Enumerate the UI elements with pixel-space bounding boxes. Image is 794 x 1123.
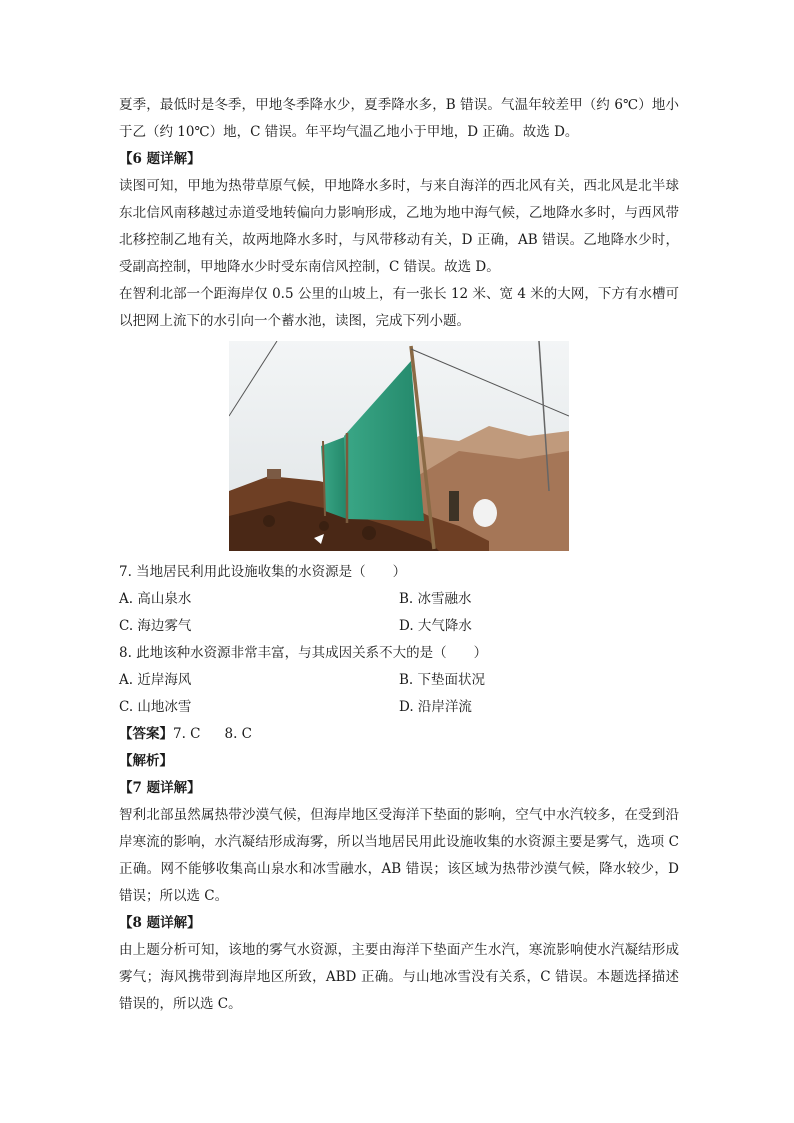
q6-explanation: 读图可知，甲地为热带草原气候，甲地降水多时，与来自海洋的西北风有关，西北风是北半球东北信风南移越过赤道受地转偏向力影响形成，乙地为地中海气候，乙地降水多时，与西风带北移控制乙地有关，故两地降水多时，与风带移动有关，D 正确，AB 错误。乙地降水少时，受副高控制，甲地降水少时受东南信风控制，C 错误。故选 D。 xyxy=(119,178,679,275)
photo-container xyxy=(119,341,679,551)
q8-option-c: C. 山地冰雪 xyxy=(119,699,192,715)
q8-option-b: B. 下垫面状况 xyxy=(399,672,486,688)
q7-option-c: C. 海边雾气 xyxy=(119,618,192,634)
answer-label: 【答案】 xyxy=(119,726,173,742)
question-7-stem: 7. 当地居民利用此设施收集的水资源是（ ） xyxy=(119,564,407,580)
paragraph-q5-end: 夏季，最低时是冬季，甲地冬季降水少，夏季降水多，B 错误。气温年较差甲（约 6℃）地小于乙（约 10℃）地，C 错误。年平均气温乙地小于甲地，D 正确。故选 D。 xyxy=(119,97,679,140)
q8-option-d: D. 沿岸洋流 xyxy=(399,699,472,715)
q7-option-a: A. 高山泉水 xyxy=(119,591,192,607)
q6-heading: 【6 题详解】 xyxy=(119,151,201,167)
q8-explanation: 由上题分析可知，该地的雾气水资源，主要由海洋下垫面产生水汽，寒流影响使水汽凝结形成雾气；海风携带到海岸地区所致，ABD 正确。与山地冰雪没有关系，C 错误。本题选择描述错误的，所以选 C。 xyxy=(119,942,679,1012)
q7-option-b: B. 冰雪融水 xyxy=(399,591,472,607)
answer-line xyxy=(119,721,679,748)
q7-explanation: 智利北部虽然属热带沙漠气候，但海岸地区受海洋下垫面的影响，空气中水汽较多，在受到沿岸寒流的影响，水汽凝结形成海雾，所以当地居民用此设施收集的水资源主要是雾气，选项 C 正确。网不能够收集高山泉水和冰雪融水，AB 错误；该区域为热带沙漠气候，降水较少，D 错误；所以选 C。 xyxy=(119,807,679,904)
q8-option-a: A. 近岸海风 xyxy=(119,672,192,688)
question-8-stem: 8. 此地该种水资源非常丰富，与其成因关系不大的是（ ） xyxy=(119,645,488,661)
q7-option-d: D. 大气降水 xyxy=(399,618,472,634)
q8-heading: 【8 题详解】 xyxy=(119,915,201,931)
question-8-options-row-2 xyxy=(119,694,679,721)
question-8-options-row-1 xyxy=(119,667,679,694)
q7-heading: 【7 题详解】 xyxy=(119,780,201,796)
document-page xyxy=(119,92,679,1018)
answer-7: 7. C xyxy=(173,726,201,742)
fog-net-photo xyxy=(229,341,569,551)
question-7-options-row-1 xyxy=(119,586,679,613)
passage-intro: 在智利北部一个距海岸仅 0.5 公里的山坡上，有一张长 12 米、宽 4 米的大网，下方有水槽可以把网上流下的水引向一个蓄水池，读图，完成下列小题。 xyxy=(119,286,679,329)
question-7-options-row-2 xyxy=(119,613,679,640)
analysis-heading: 【解析】 xyxy=(119,753,173,769)
answer-8: 8. C xyxy=(224,726,253,742)
